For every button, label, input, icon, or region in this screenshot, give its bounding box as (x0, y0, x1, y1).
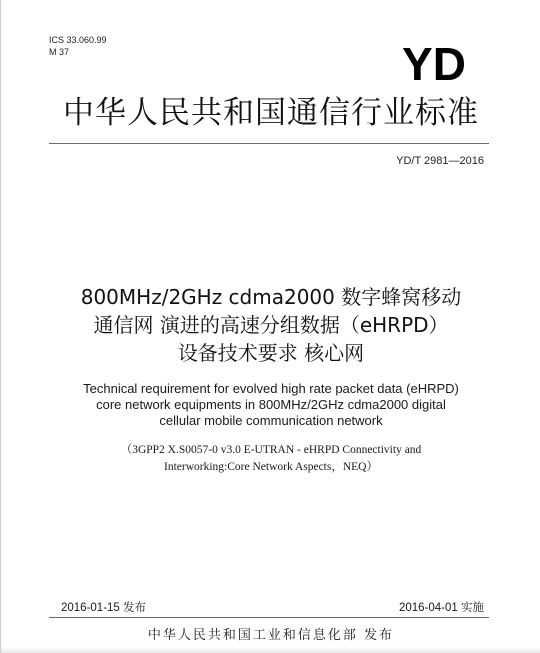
chinese-title-line: 800MHz/2GHz cdma2000 数字蜂窝移动 (80, 285, 462, 309)
reference-note (1, 442, 540, 476)
yd-logo (389, 40, 479, 90)
chinese-title-line: 设备技术要求 核心网 (177, 341, 365, 365)
implementation-date: 2016-04-01 实施 (398, 602, 484, 614)
chinese-title-line: 通信网 演进的高速分组数据（eHRPD） (93, 313, 449, 337)
standard-type-title: 中华人民共和国通信行业标准 (63, 95, 479, 131)
english-title-line: Technical requirement for evolved high rate packet data (eHRPD) (83, 381, 459, 396)
ics-code: ICS 33.060.99 (49, 35, 107, 45)
chinese-title (1, 283, 540, 367)
reference-line: （3GPP2 X.S0057-0 v3.0 E-UTRAN - eHRPD Connectivity and (120, 444, 422, 456)
issue-date: 2016-01-15 发布 (61, 602, 147, 614)
english-title (1, 381, 540, 429)
standard-code: YD/T 2981—2016 (396, 155, 484, 167)
yd-logo-text: YD (402, 40, 466, 90)
english-title-line: cellular mobile communication network (159, 413, 383, 428)
bottom-divider (49, 617, 489, 618)
reference-line: Interworking:Core Network Aspects，NEQ） (164, 461, 378, 473)
classification-codes (49, 34, 107, 58)
issuing-authority: 中华人民共和国工业和信息化部 发布 (147, 628, 395, 643)
english-title-line: core network equipments in 800MHz/2GHz cdma2000 digital (96, 397, 446, 412)
top-divider (49, 143, 489, 144)
class-code: M 37 (49, 47, 70, 57)
